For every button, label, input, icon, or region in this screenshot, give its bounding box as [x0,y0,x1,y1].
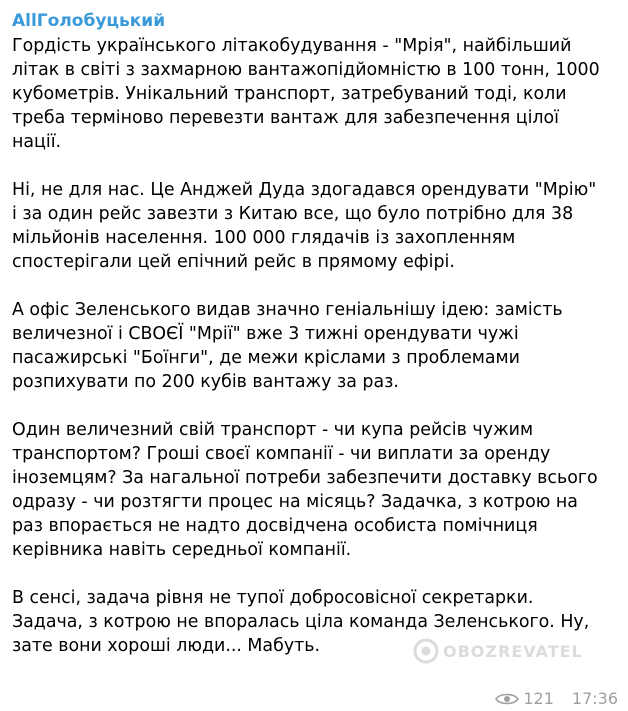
eye-icon [495,692,519,706]
message-meta [495,689,618,709]
message-text [12,34,606,658]
message-paragraph: Ні, не для нас. Це Анджей Дуда здогадався орендувати "Мрію" і за один рейс завезти з Китаю все, що було потрібно для 38 мільйонів населення. 100 000 глядачів із захопленням спостерігали цей епічний рейс в прямому ефірі. [12,180,597,272]
message-paragraph: А офіс Зеленського видав значно геніальнішу ідею: замість величезної і СВОЄЇ "Мрії" вже 3 тижні орендувати чужі пасажирські "Боїнги", де межи кріслами з проблемами розпихувати по 200 кубів вантажу за раз. [12,300,563,392]
message-paragraph: В сенсі, задача рівня не тупої добросовісної секретарки. Задача, з котрою не впоралась ціла команда Зеленського. Ну, зате вони хороші люди... Мабуть. [12,588,590,656]
message-paragraph: Один величезний свій транспорт - чи купа рейсів чужим транспортом? Гроші своєї компанії - чи виплати за оренду іноземцям? За нагальної потреби забезпечити доставку всього одразу - чи розтягти процес на місяць? Задачка, з котрою на раз впорається не надто досвідчена особиста помічниця керівника навіть середньої компанії. [12,420,598,560]
message-paragraph: Гордість українського літакобудування - "Мрія", найбільший літак в світі з захмарною вантажопідйомністю в 100 тонн, 1000 кубометрів. Унікальний транспорт, затребуваний тоді, коли треба терміново перевезти вантаж для забезпечення цілої нації. [12,36,600,152]
watermark-text: OBOZREVATEL [443,641,583,661]
message-time: 17:36 [571,689,618,708]
view-count: 121 [523,689,554,708]
author-name[interactable]: AllГолобуцький [12,11,166,31]
